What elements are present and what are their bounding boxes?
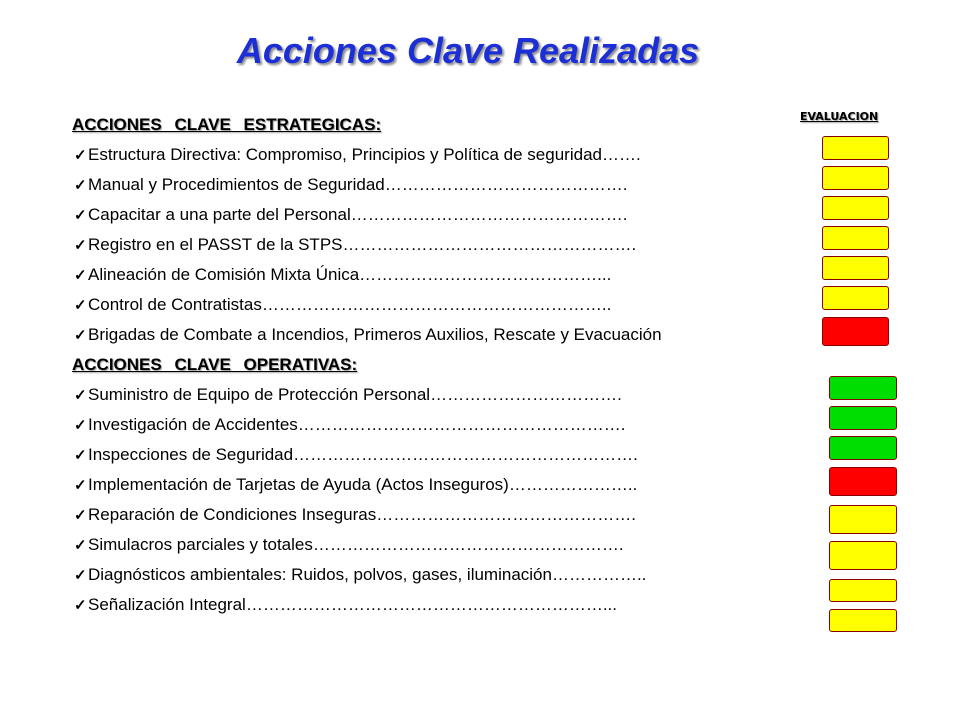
evaluation-box-yellow xyxy=(822,256,889,280)
list-item: ✓Inspecciones de Seguridad……………………………………………………. xyxy=(72,440,662,470)
evaluation-box-green xyxy=(829,376,897,400)
evaluation-box-red xyxy=(829,467,897,496)
section-heading-operative: ACCIONES CLAVE OPERATIVAS: xyxy=(72,355,358,374)
checkmark-icon: ✓ xyxy=(74,447,87,464)
evaluation-box-green xyxy=(829,436,897,460)
checkmark-icon: ✓ xyxy=(74,327,87,344)
evaluation-box-red xyxy=(822,317,889,346)
checkmark-icon: ✓ xyxy=(74,417,87,434)
list-item: ✓Diagnósticos ambientales: Ruidos, polvos, gases, iluminación…………….. xyxy=(72,560,662,590)
list-item: ✓Registro en el PASST de la STPS……………………………………………. xyxy=(72,230,662,260)
list-item: ✓Capacitar a una parte del Personal…………………………………………. xyxy=(72,200,662,230)
list-item: ✓Investigación de Accidentes…………………………………………………. xyxy=(72,410,662,440)
list-item: ✓Simulacros parciales y totales………………………………………………. xyxy=(72,530,662,560)
list-item: ✓Alineación de Comisión Mixta Única……………………………………... xyxy=(72,260,662,290)
actions-list xyxy=(72,110,662,620)
evaluation-box-yellow xyxy=(829,609,897,632)
checkmark-icon: ✓ xyxy=(74,297,87,314)
evaluation-box-yellow xyxy=(822,166,889,190)
list-item: ✓Manual y Procedimientos de Seguridad……………………………………. xyxy=(72,170,662,200)
list-item: ✓Control de Contratistas…………………………………………………….. xyxy=(72,290,662,320)
checkmark-icon: ✓ xyxy=(74,237,87,254)
checkmark-icon: ✓ xyxy=(74,507,87,524)
evaluation-label: EVALUACION xyxy=(800,110,879,123)
evaluation-box-yellow xyxy=(822,226,889,250)
evaluation-box-green xyxy=(829,406,897,430)
checkmark-icon: ✓ xyxy=(74,477,87,494)
section-heading-strategic: ACCIONES CLAVE ESTRATEGICAS: xyxy=(72,115,382,134)
evaluation-box-yellow xyxy=(829,505,897,534)
checkmark-icon: ✓ xyxy=(74,207,87,224)
evaluation-box-yellow xyxy=(829,541,897,570)
checkmark-icon: ✓ xyxy=(74,267,87,284)
list-item: ✓Reparación de Condiciones Inseguras………………………………………. xyxy=(72,500,662,530)
checkmark-icon: ✓ xyxy=(74,597,87,614)
checkmark-icon: ✓ xyxy=(74,177,87,194)
list-item: ✓Suministro de Equipo de Protección Personal……………………………. xyxy=(72,380,662,410)
evaluation-box-yellow xyxy=(822,136,889,160)
evaluation-box-yellow xyxy=(822,286,889,310)
evaluation-box-yellow xyxy=(829,579,897,602)
checkmark-icon: ✓ xyxy=(74,387,87,404)
list-item: ✓Implementación de Tarjetas de Ayuda (Actos Inseguros)………………….. xyxy=(72,470,662,500)
list-item: ✓Señalización Integral………………………………………………………... xyxy=(72,590,662,620)
checkmark-icon: ✓ xyxy=(74,567,87,584)
checkmark-icon: ✓ xyxy=(74,147,87,164)
page-title: Acciones Clave Realizadas xyxy=(236,30,700,71)
checkmark-icon: ✓ xyxy=(74,537,87,554)
list-item: ✓Estructura Directiva: Compromiso, Principios y Política de seguridad……. xyxy=(72,140,662,170)
evaluation-box-yellow xyxy=(822,196,889,220)
list-item: ✓Brigadas de Combate a Incendios, Primeros Auxilios, Rescate y Evacuación xyxy=(72,320,662,350)
